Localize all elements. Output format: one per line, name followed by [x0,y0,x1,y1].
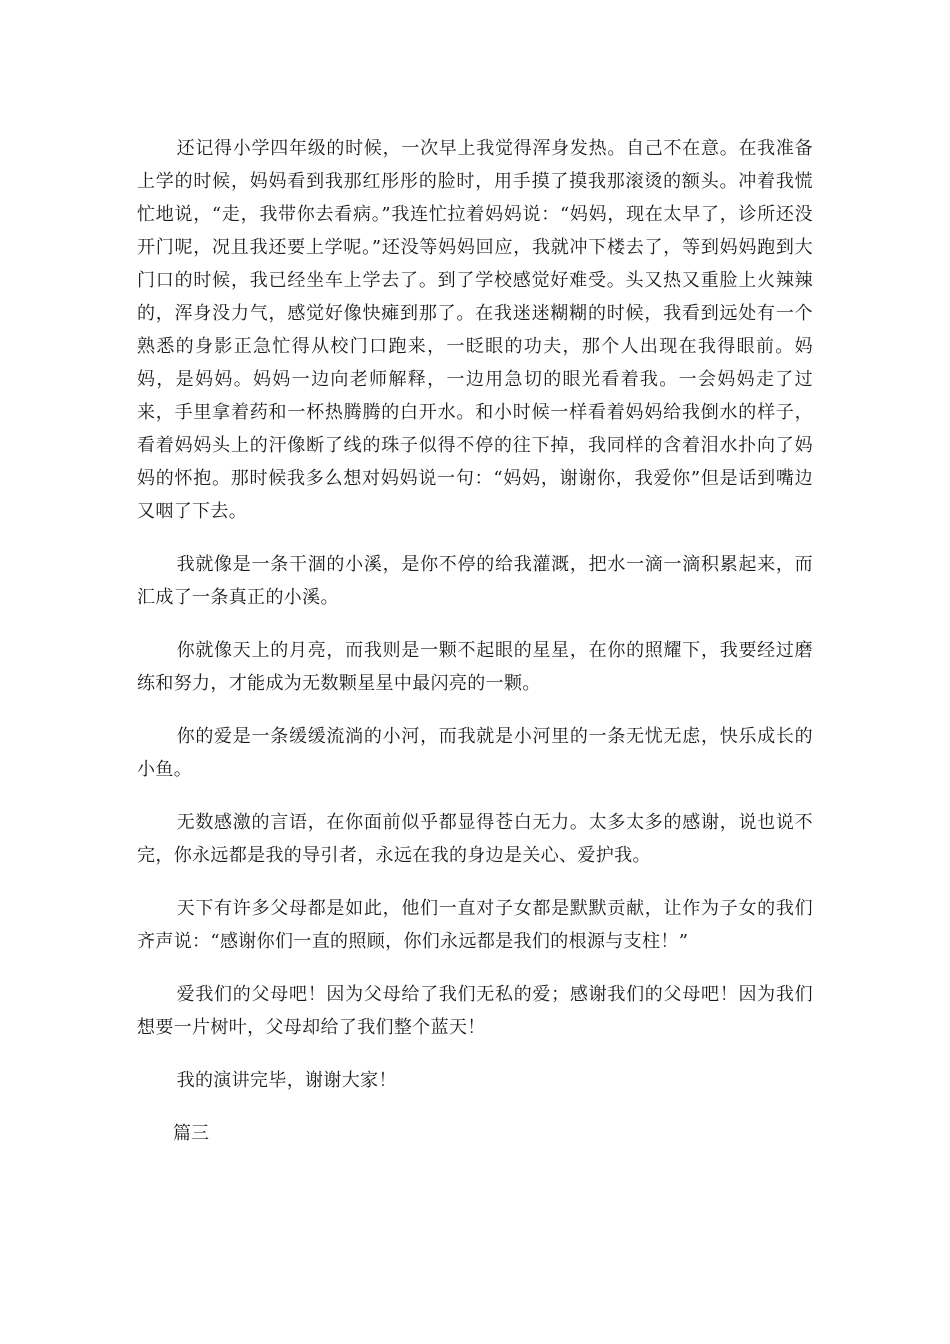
document-body [137,132,813,1150]
paragraph-parents: 天下有许多父母都是如此，他们一直对子女都是默默贡献，让作为子女的我们齐声说：“感谢你们一直的照顾，你们永远都是我们的根源与支柱！” [137,898,813,952]
paragraph-river: 你的爱是一条缓缓流淌的小河，而我就是小河里的一条无忧无虑，快乐成长的小鱼。 [137,726,813,780]
paragraph-closing: 我的演讲完毕，谢谢大家！ [176,1070,397,1091]
paragraph-gratitude: 无数感激的言语，在你面前似乎都显得苍白无力。太多太多的感谢，说也说不完，你永远都是我的导引者，永远在我的身边是关心、爱护我。 [137,812,813,866]
paragraph-memory: 还记得小学四年级的时候，一次早上我觉得浑身发热。自己不在意。在我准备上学的时候，妈妈看到我那红彤彤的脸时，用手摸了摸我那滚烫的额头。冲着我慌忙地说，“走，我带你去看病。”我连忙拉着妈妈说：“妈妈，现在太早了，诊所还没开门呢，况且我还要上学呢。”还没等妈妈回应，我就冲下楼去了，等到妈妈跑到大门口的时候，我已经坐车上学去了。到了学校感觉好难受。头又热又重脸上火辣辣的，浑身没力气，感觉好像快瘫到那了。在我迷迷糊糊的时候，我看到远处有一个熟悉的身影正急忙得从校门口跑来，一眨眼的功夫，那个人出现在我得眼前。妈妈，是妈妈。妈妈一边向老师解释，一边用急切的眼光看着我。一会妈妈走了过来，手里拿着药和一杯热腾腾的白开水。和小时候一样看着妈妈给我倒水的样子，看着妈妈头上的汗像断了线的珠子似得不停的往下掉，我同样的含着泪水扑向了妈妈的怀抱。那时候我多么想对妈妈说一句：“妈妈，谢谢你，我爱你”但是话到嘴边又咽了下去。 [137,138,813,522]
section-title: 篇三 [173,1123,209,1144]
paragraph-moon: 你就像天上的月亮，而我则是一颗不起眼的星星，在你的照耀下，我要经过磨练和努力，才能成为无数颗星星中最闪亮的一颗。 [137,640,813,694]
paragraph-stream: 我就像是一条干涸的小溪，是你不停的给我灌溉，把水一滴一滴积累起来，而汇成了一条真正的小溪。 [137,554,813,608]
paragraph-love-parents: 爱我们的父母吧！因为父母给了我们无私的爱；感谢我们的父母吧！因为我们想要一片树叶，父母却给了我们整个蓝天！ [137,984,813,1038]
